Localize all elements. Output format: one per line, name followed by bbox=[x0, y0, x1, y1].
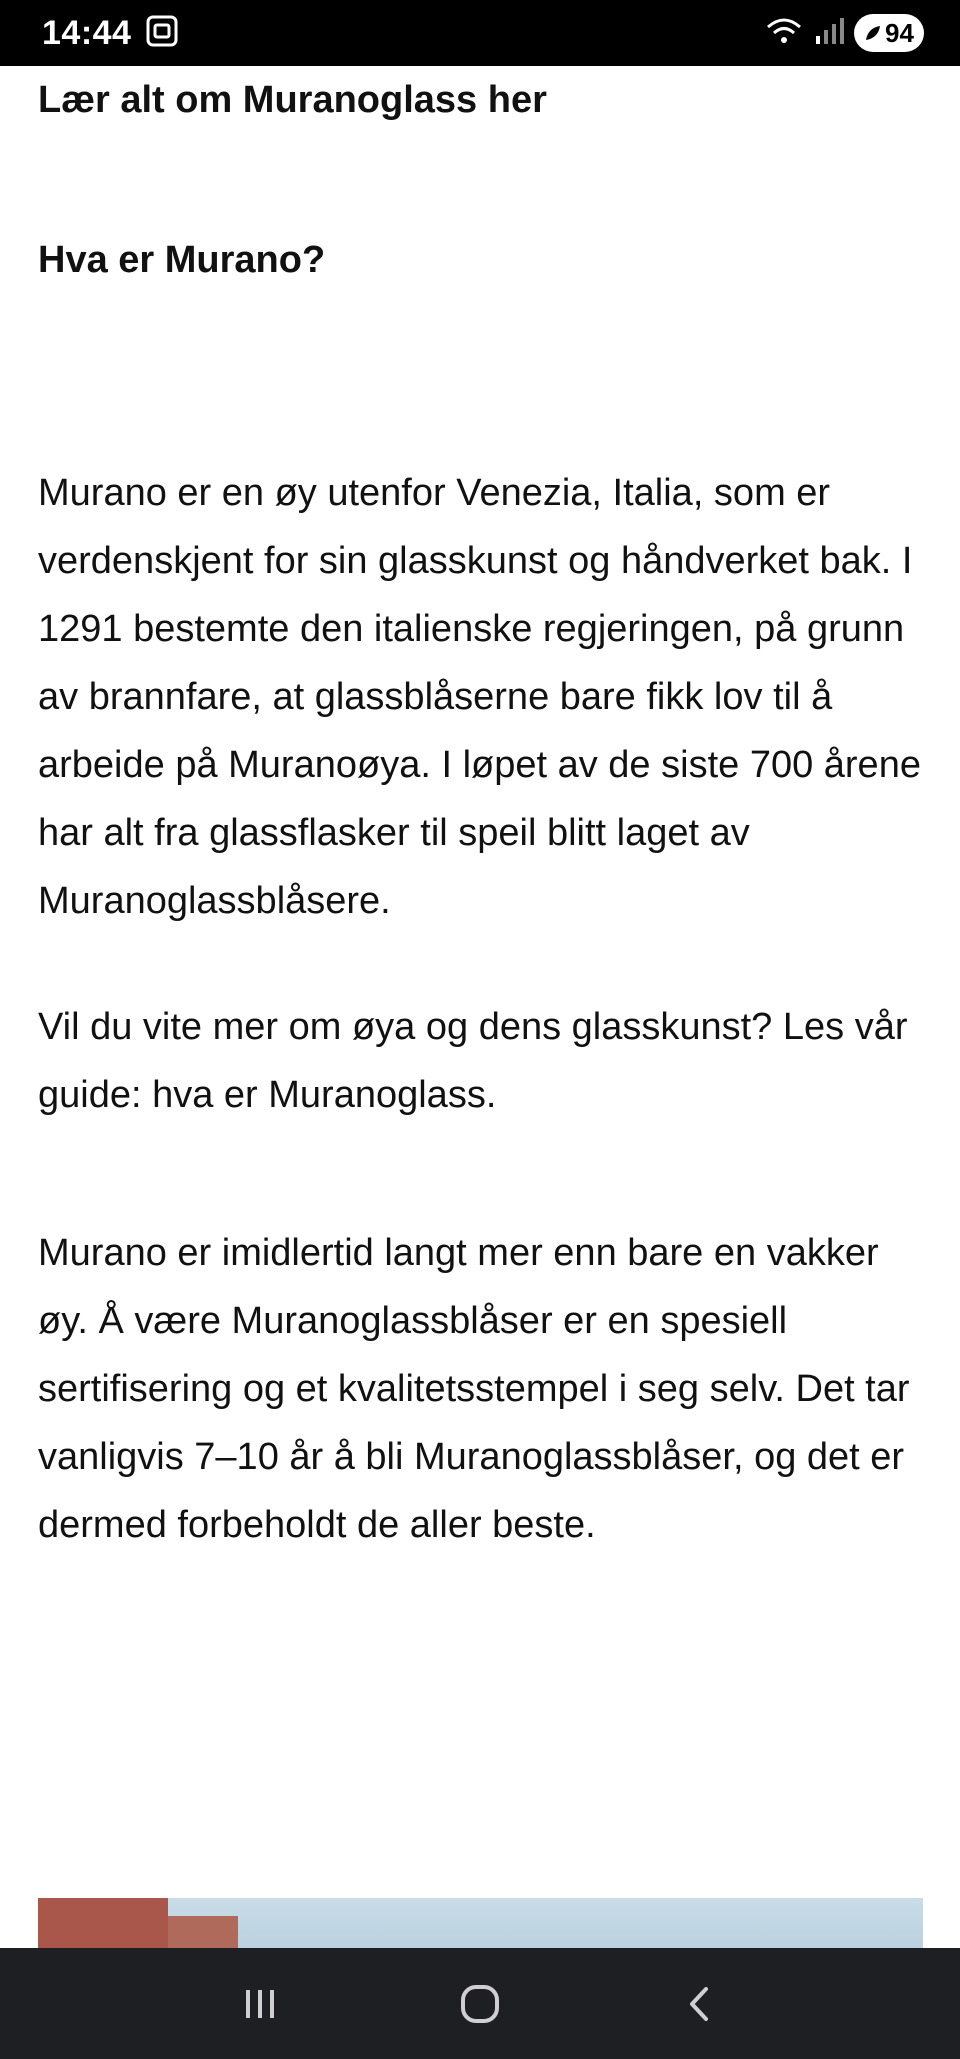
screenshot-icon bbox=[145, 14, 179, 53]
paragraph-2: Vil du vite mer om øya og dens glasskunst? Les vår guide: hva er Muranoglass. bbox=[38, 1006, 908, 1116]
status-right bbox=[764, 14, 924, 52]
paragraph-1: Murano er en øy utenfor Venezia, Italia, som er verdenskjent for sin glasskunst og håndverket bak. I 1291 bestemte den italienske regjeringen, på grunn av brannfare, at glassblåserne bare fikk lov til å arbeide på Muranoøya. I løpet av de siste 700 årene har alt fra glassflasker til speil blitt laget av Muranoglassblåsere. bbox=[38, 472, 921, 922]
section-heading: Hva er Murano? bbox=[38, 239, 326, 281]
signal-icon bbox=[814, 16, 844, 51]
paragraph-3: Murano er imidlertid langt mer enn bare en vakker øy. Å være Muranoglassblåser er en spesiell sertifisering og et kvalitetsstempel i seg selv. Det tar vanligvis 7–10 år å bli Muranoglassblåser, og det er dermed forbeholdt de aller beste. bbox=[38, 1232, 910, 1546]
article-content bbox=[0, 66, 960, 1948]
image-building-2 bbox=[168, 1916, 238, 1948]
article-image bbox=[38, 1898, 923, 1948]
image-building bbox=[38, 1898, 168, 1948]
battery-level: 94 bbox=[885, 17, 914, 48]
back-icon bbox=[680, 1984, 720, 2024]
status-bar bbox=[0, 0, 960, 66]
back-button[interactable] bbox=[655, 1969, 745, 2039]
home-icon bbox=[458, 1982, 502, 2026]
recent-apps-icon bbox=[240, 1984, 280, 2024]
navigation-bar bbox=[0, 1948, 960, 2059]
intro-heading: Lær alt om Muranoglass her bbox=[38, 79, 547, 121]
home-button[interactable] bbox=[435, 1969, 525, 2039]
status-left bbox=[42, 14, 179, 53]
wifi-icon bbox=[764, 15, 804, 52]
battery-icon bbox=[854, 14, 924, 52]
status-time: 14:44 bbox=[42, 13, 132, 52]
recent-apps-button[interactable] bbox=[215, 1969, 305, 2039]
